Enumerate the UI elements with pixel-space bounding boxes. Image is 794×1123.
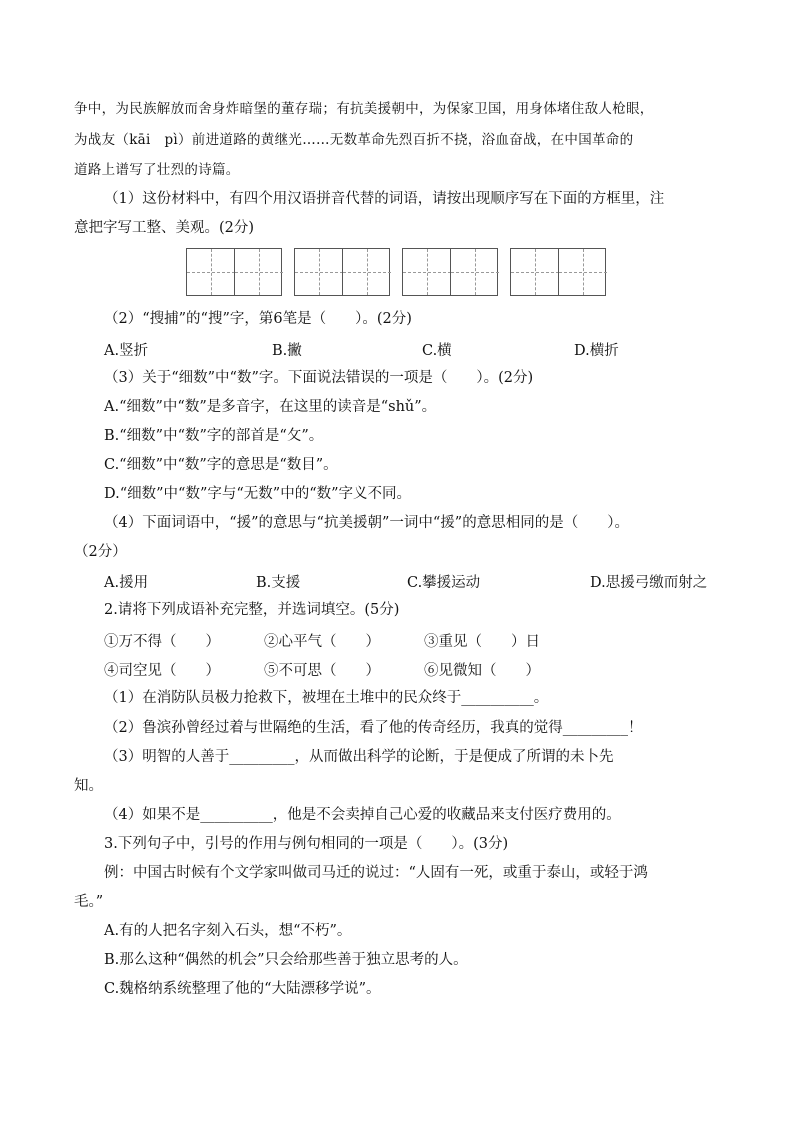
q1-4-stem-line-1: （4）下面词语中，“援”的意思与“抗美援朝”一词中“援”的意思相同的是（ ）。 — [104, 515, 629, 531]
q2-idiom-3[interactable]: ③重见（ ）日 — [424, 634, 540, 650]
q3-stem: 3.下列句子中，引号的作用与例句相同的一项是（ ）。(3分) — [104, 836, 509, 852]
q2-sentence-3-line-1[interactable]: （3）明智的人善于_________，从而做出科学的论断，于是便成了所谓的未卜先 — [104, 749, 614, 765]
q1-4-option-d[interactable]: D.思援弓缴而射之 — [590, 575, 708, 591]
passage-line-1: 争中，为民族解放而舍身炸暗堡的董存瑞；有抗美援朝中，为保家卫国，用身体堵住敌人枪眼， — [74, 101, 654, 117]
q2-idiom-5[interactable]: ⑤不可思（ ） — [264, 663, 380, 679]
q1-2-stem: （2）“搜捕”的“搜”字，第6笔是（ ）。(2分) — [104, 311, 412, 327]
q1-3-option-c[interactable]: C.“细数”中“数”字的意思是“数目”。 — [104, 457, 338, 473]
q2-sentence-3-line-2: 知。 — [74, 778, 103, 794]
q1-1-stem-line-2: 意把字写工整、美观。(2分) — [74, 220, 255, 236]
q3-option-a[interactable]: A.有的人把名字刻入石头，想“不朽”。 — [104, 923, 352, 939]
q2-sentence-2[interactable]: （2）鲁滨孙曾经过着与世隔绝的生活，看了他的传奇经历，我真的觉得_________！ — [104, 720, 643, 736]
q1-2-option-d[interactable]: D.横折 — [574, 343, 619, 359]
q1-2-option-a[interactable]: A.竖折 — [104, 343, 149, 359]
writing-box-1[interactable] — [186, 248, 282, 296]
q3-example-line-2: 毛。” — [74, 894, 104, 910]
q1-2-options — [104, 339, 724, 359]
q2-idiom-1[interactable]: ①万不得（ ） — [104, 634, 220, 650]
q1-1-stem-line-1: （1）这份材料中，有四个用汉语拼音代替的词语，请按出现顺序写在下面的方框里，注 — [104, 191, 665, 207]
writing-box-2[interactable] — [294, 248, 390, 296]
q2-idiom-2[interactable]: ②心平气（ ） — [264, 634, 380, 650]
q1-4-option-b[interactable]: B.支援 — [256, 575, 301, 591]
q3-option-c[interactable]: C.魏格纳系统整理了他的“大陆漂移学说”。 — [104, 981, 381, 997]
q1-2-option-b[interactable]: B.撇 — [272, 343, 302, 359]
q2-sentence-1[interactable]: （1）在消防队员极力抢救下，被埋在土堆中的民众终于__________。 — [104, 690, 549, 706]
q3-option-b[interactable]: B.那么这种“偶然的机会”只会给那些善于独立思考的人。 — [104, 952, 468, 968]
writing-box-4[interactable] — [510, 248, 606, 296]
q1-4-stem-line-2: （2分） — [74, 544, 127, 560]
q3-example-line-1: 例：中国古时候有个文学家叫做司马迁的说过：“人固有一死，或重于泰山，或轻于鸿 — [104, 865, 648, 881]
q1-3-option-a[interactable]: A.“细数”中“数”是多音字，在这里的读音是“shǔ”。 — [104, 399, 437, 415]
writing-box-3[interactable] — [402, 248, 498, 296]
q1-4-option-c[interactable]: C.攀援运动 — [407, 575, 481, 591]
q1-4-options — [104, 571, 724, 591]
q2-sentence-4[interactable]: （4）如果不是__________，他是不会卖掉自己心爱的收藏品来支付医疗费用的。 — [104, 807, 621, 823]
q1-4-option-a[interactable]: A.援用 — [104, 575, 149, 591]
q2-idiom-6[interactable]: ⑥见微知（ ） — [424, 663, 540, 679]
q1-2-option-c[interactable]: C.横 — [422, 343, 452, 359]
passage-line-2: 为战友（kāi pì）前进道路的黄继光……无数革命先烈百折不挠，浴血奋战，在中国革命的 — [74, 132, 634, 148]
q1-3-option-b[interactable]: B.“细数”中“数”字的部首是“攵”。 — [104, 428, 324, 444]
q1-3-stem: （3）关于“细数”中“数”字。下面说法错误的一项是（ ）。(2分) — [104, 370, 534, 386]
q2-stem: 2.请将下列成语补充完整，并选词填空。(5分) — [104, 602, 400, 618]
passage-line-3: 道路上谱写了壮烈的诗篇。 — [74, 162, 240, 178]
q2-idiom-4[interactable]: ④司空见（ ） — [104, 663, 220, 679]
q1-3-option-d[interactable]: D.“细数”中“数”字与“无数”中的“数”字义不同。 — [104, 486, 412, 502]
